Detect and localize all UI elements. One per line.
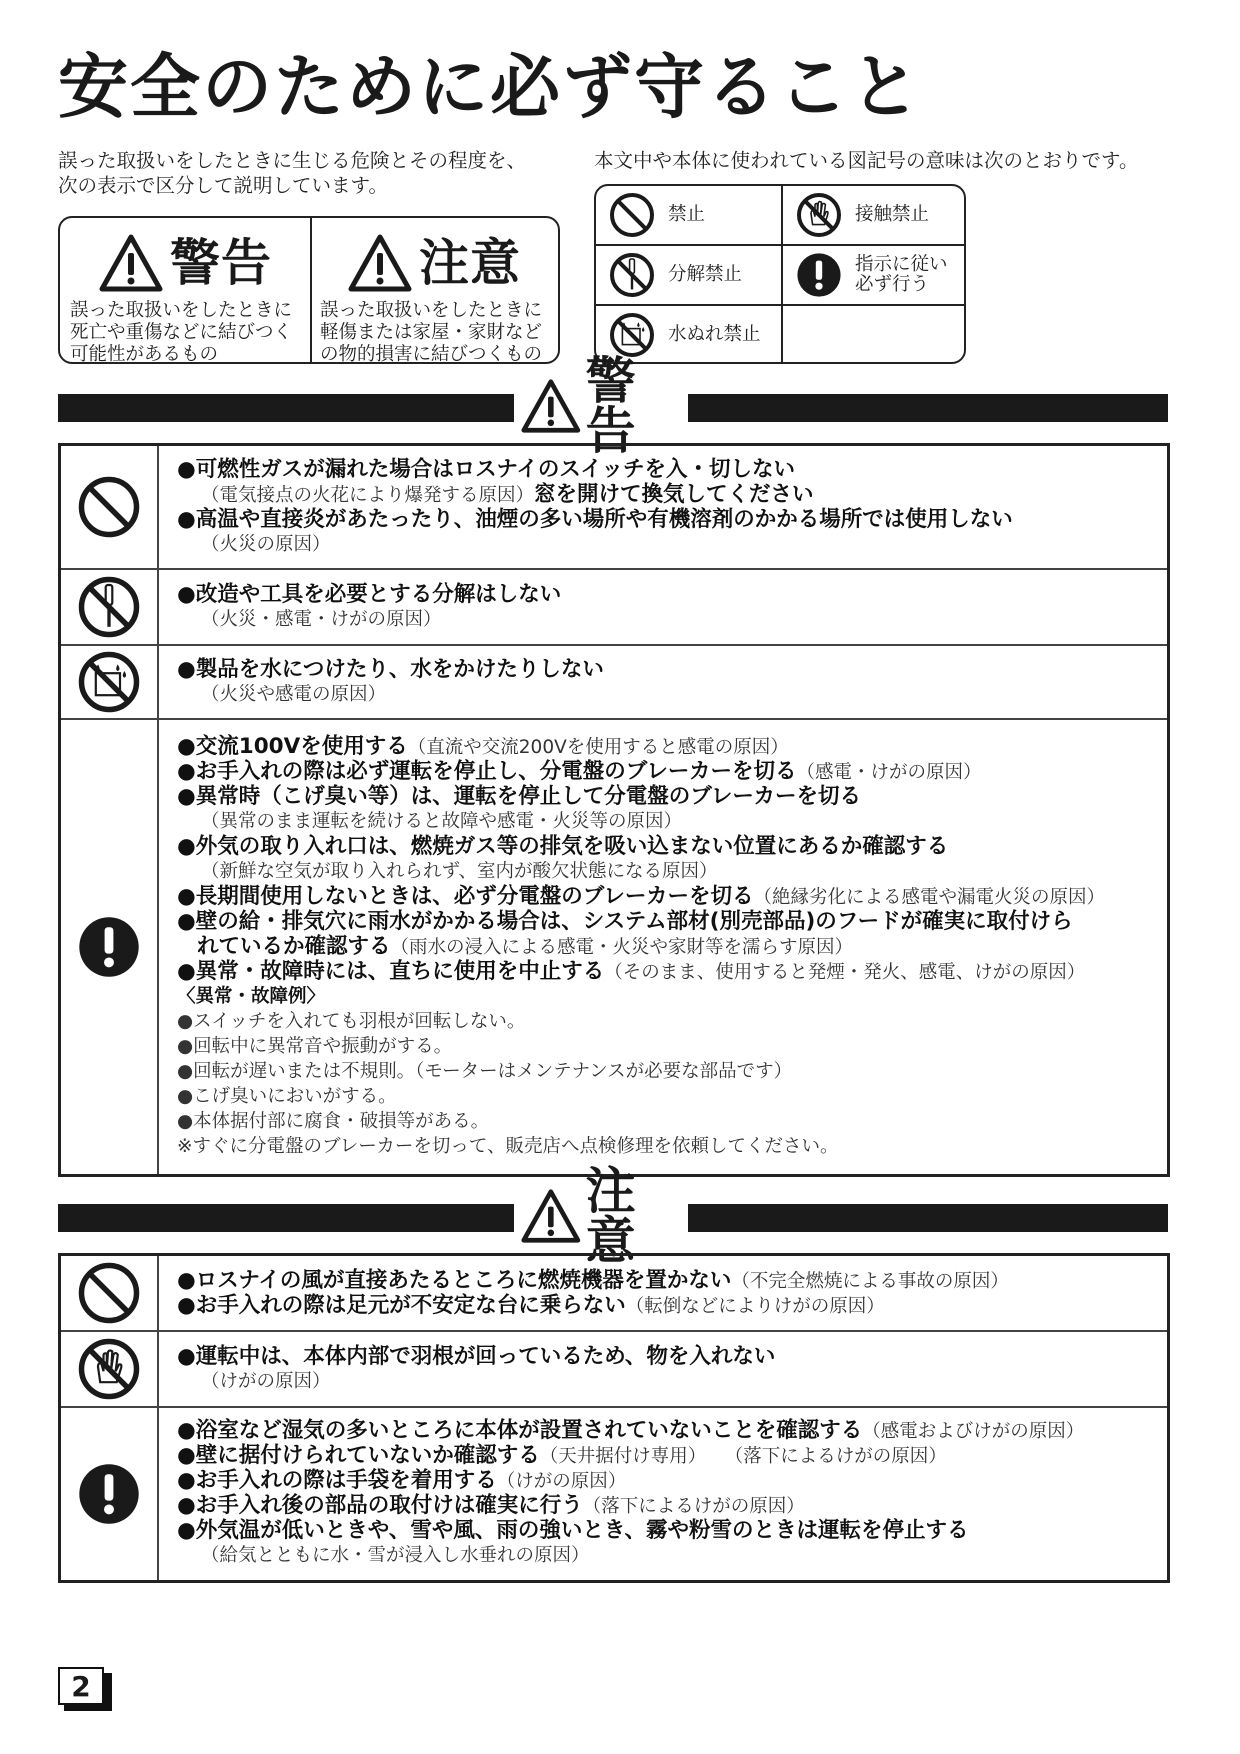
warning-triangle-icon [520, 1188, 582, 1244]
instruction-line [177, 1268, 1161, 1293]
page-number-badge [58, 1667, 112, 1711]
row-icon-cell [61, 720, 159, 1174]
row-text [177, 657, 1161, 707]
instruction-text: ●異常時（こげ臭い等）は、運転を停止して分電盤のブレーカーを切る [177, 784, 861, 809]
instruction-text: ●長期間使用しないときは、必ず分電盤のブレーカーを切る [177, 884, 754, 909]
instruction-line [177, 959, 1161, 984]
row-icon-cell [61, 1408, 159, 1580]
instruction-line [177, 1344, 1161, 1369]
instruction-text: ●可燃性ガスが漏れた場合はロスナイのスイッチを入・切しない [177, 457, 795, 482]
table-row [61, 720, 1167, 1174]
cause-note: （けがの原因） [201, 1371, 331, 1392]
row-text [177, 734, 1161, 1159]
cause-note: （火災や感電の原因） [201, 684, 387, 705]
table-row [61, 570, 1167, 646]
intro-right: 本文中や本体に使われている図記号の意味は次のとおりです。 [594, 149, 1139, 172]
instruction-text: ●高温や直接炎があたったり、油煙の多い場所や有機溶剤のかかる場所では使用しない [177, 507, 1013, 532]
warning-table [58, 443, 1170, 1177]
instruction-line [177, 834, 1161, 859]
table-row [61, 646, 1167, 720]
caution-section-header [58, 1162, 1168, 1270]
instruction-text: 窓を開けて換気してください [534, 482, 814, 507]
mandatory-icon [76, 914, 142, 980]
instruction-text: ●交流100Vを使用する [177, 734, 408, 759]
example-item: ※すぐに分電盤のブレーカーを切って、販売店へ点検修理を依頼してください。 [177, 1136, 839, 1157]
example-item: ●こげ臭いにおいがする。 [177, 1086, 397, 1107]
cause-note: （不完全燃焼による事故の原因） [731, 1271, 1009, 1292]
table-row [61, 1332, 1167, 1408]
row-text [177, 1418, 1161, 1568]
cause-note: （火災の原因） [201, 534, 331, 555]
row-text [177, 1268, 1161, 1318]
row-text [177, 1344, 1161, 1394]
example-item: ●スイッチを入れても羽根が回転しない。 [177, 1011, 526, 1032]
instruction-text: ●運転中は、本体内部で羽根が回っているため、物を入れない [177, 1344, 776, 1369]
warning-section-header [58, 352, 1168, 460]
instruction-line [177, 734, 1161, 759]
instruction-line [177, 1443, 1161, 1468]
mandatory-icon [76, 1461, 142, 1527]
cause-note: （落下によるけがの原因） [582, 1496, 805, 1517]
row-icon-cell [61, 1256, 159, 1330]
cause-note: （転倒などによりけがの原因） [625, 1296, 885, 1317]
cause-note: （給気とともに水・雪が浸入し水垂れの原因） [201, 1545, 590, 1566]
cause-note: （感電およびけがの原因） [862, 1421, 1085, 1442]
cause-note: （新鮮な空気が取り入れられず、室内が酸欠状態になる原因） [201, 861, 718, 882]
no-disassembly-icon [76, 574, 142, 640]
row-icon-cell [61, 446, 159, 568]
row-text [177, 457, 1161, 557]
legend-item [783, 246, 966, 304]
cause-note: （けがの原因） [496, 1471, 627, 1492]
instruction-line [177, 507, 1161, 532]
row-icon-cell [61, 646, 159, 718]
instruction-line [177, 1518, 1161, 1543]
instruction-line [177, 884, 1161, 909]
level-caution [310, 218, 558, 365]
instruction-text: ●壁に据付けられていないか確認する [177, 1443, 540, 1468]
legend-label: 禁止 [668, 204, 706, 225]
row-text [177, 582, 1161, 632]
instruction-text: ●お手入れ後の部品の取付けは確実に行う [177, 1493, 583, 1518]
instruction-line [177, 657, 1161, 682]
instruction-text: ●浴室など湿気の多いところに本体が設置されていないことを確認する [177, 1418, 863, 1443]
section-label: 注意 [585, 1162, 636, 1270]
instruction-line [177, 1418, 1161, 1443]
instruction-text: ●ロスナイの風が直接あたるところに燃焼機器を置かない [177, 1268, 732, 1293]
cause-note: （雨水の浸入による感電・火災や家財等を濡らす原因） [390, 937, 854, 958]
cause-note: （直流や交流200Vを使用すると感電の原因） [407, 737, 789, 758]
cause-note: （電気接点の火花により爆発する原因） [201, 485, 535, 506]
instruction-line [177, 1468, 1161, 1493]
table-row [61, 446, 1167, 570]
example-item: ●回転が遅いまたは不規則。（モーターはメンテナンスが必要な部品です） [177, 1061, 793, 1082]
section-label: 警告 [585, 352, 636, 460]
instruction-text: ●外気の取り入れ口は、燃焼ガス等の排気を吸い込まない位置にあるか確認する [177, 834, 949, 859]
hazard-level-box [58, 216, 560, 364]
instruction-line [177, 934, 1161, 959]
cause-note: （感電・けがの原因） [796, 762, 982, 783]
no-water-icon [76, 649, 142, 715]
page-title: 安全のために必ず守ること [58, 46, 922, 128]
instruction-text: ●お手入れの際は必ず運転を停止し、分電盤のブレーカーを切る [177, 759, 797, 784]
row-icon-cell [61, 570, 159, 644]
table-row [61, 1408, 1167, 1580]
warning-triangle-icon [520, 378, 582, 434]
level-description: 誤った取扱いをしたときに 死亡や重傷などに結びつく 可能性があるもの [70, 300, 293, 365]
instruction-line [177, 1293, 1161, 1318]
cause-note: （異常のまま運転を続けると故障や感電・火災等の原因） [201, 811, 683, 832]
prohibition-icon [76, 1260, 142, 1326]
cause-note: （天井据付け専用） （落下によるけがの原因） [539, 1446, 947, 1467]
instruction-text: ●お手入れの際は手袋を着用する [177, 1468, 497, 1493]
table-row [61, 1256, 1167, 1332]
cause-note: （絶縁劣化による感電や漏電火災の原因） [753, 887, 1105, 908]
instruction-text: ●壁の給・排気穴に雨水がかかる場合は、システム部材(別売部品)のフードが確実に取付けら [177, 909, 1073, 934]
legend-label: 指示に従い 必ず行う [855, 254, 948, 295]
instruction-line [177, 909, 1161, 934]
legend-item [596, 186, 781, 244]
instruction-text: ●製品を水につけたり、水をかけたりしない [177, 657, 604, 682]
instruction-text: ●異常・故障時には、直ちに使用を中止する [177, 959, 605, 984]
mandatory-icon [795, 251, 843, 299]
instruction-line [177, 759, 1161, 784]
no-touch-icon [795, 191, 843, 239]
instruction-text: ●改造や工具を必要とする分解はしない [177, 582, 562, 607]
no-touch-icon [76, 1336, 142, 1402]
legend-label: 接触禁止 [855, 204, 930, 225]
level-description: 誤った取扱いをしたときに 軽傷または家屋・家財など の物的損害に結びつくもの [320, 300, 543, 365]
instruction-line [177, 482, 1161, 507]
example-item: ●本体据付部に腐食・破損等がある。 [177, 1111, 490, 1132]
caution-table [58, 1253, 1170, 1583]
intro-left [58, 148, 526, 198]
example-heading: 〈異常・故障例〉 [177, 986, 326, 1007]
symbol-legend [594, 184, 966, 364]
prohibition-icon [608, 191, 656, 239]
warning-triangle-icon [347, 233, 413, 293]
instruction-line [177, 1493, 1161, 1518]
legend-label: 分解禁止 [668, 264, 743, 285]
instruction-line [177, 784, 1161, 809]
row-icon-cell [61, 1332, 159, 1406]
instruction-text: ●お手入れの際は足元が不安定な台に乗らない [177, 1293, 626, 1318]
cause-note: （そのまま、使用すると発煙・発火、感電、けがの原因） [604, 962, 1086, 983]
instruction-text: ●外気温が低いときや、雪や風、雨の強いとき、霧や粉雪のときは運転を停止する [177, 1518, 969, 1543]
warning-triangle-icon [98, 233, 164, 293]
intro-left-line: 誤った取扱いをしたときに生じる危険とその程度を、 [58, 149, 527, 172]
example-item: ●回転中に異常音や振動がする。 [177, 1036, 453, 1057]
level-warning [60, 218, 312, 365]
cause-note: （火災・感電・けがの原因） [201, 609, 442, 630]
level-label: 注意 [419, 234, 521, 292]
instruction-line [177, 457, 1161, 482]
page-number: 2 [58, 1667, 104, 1705]
level-label: 警告 [170, 234, 272, 292]
prohibition-icon [76, 474, 142, 540]
legend-item [596, 246, 781, 304]
instruction-text: れているか確認する [197, 934, 391, 959]
no-disassembly-icon [608, 251, 656, 299]
instruction-line [177, 582, 1161, 607]
legend-label: 水ぬれ禁止 [668, 324, 761, 345]
intro-left-line: 次の表示で区分して説明しています。 [58, 174, 388, 197]
legend-item [783, 186, 966, 244]
